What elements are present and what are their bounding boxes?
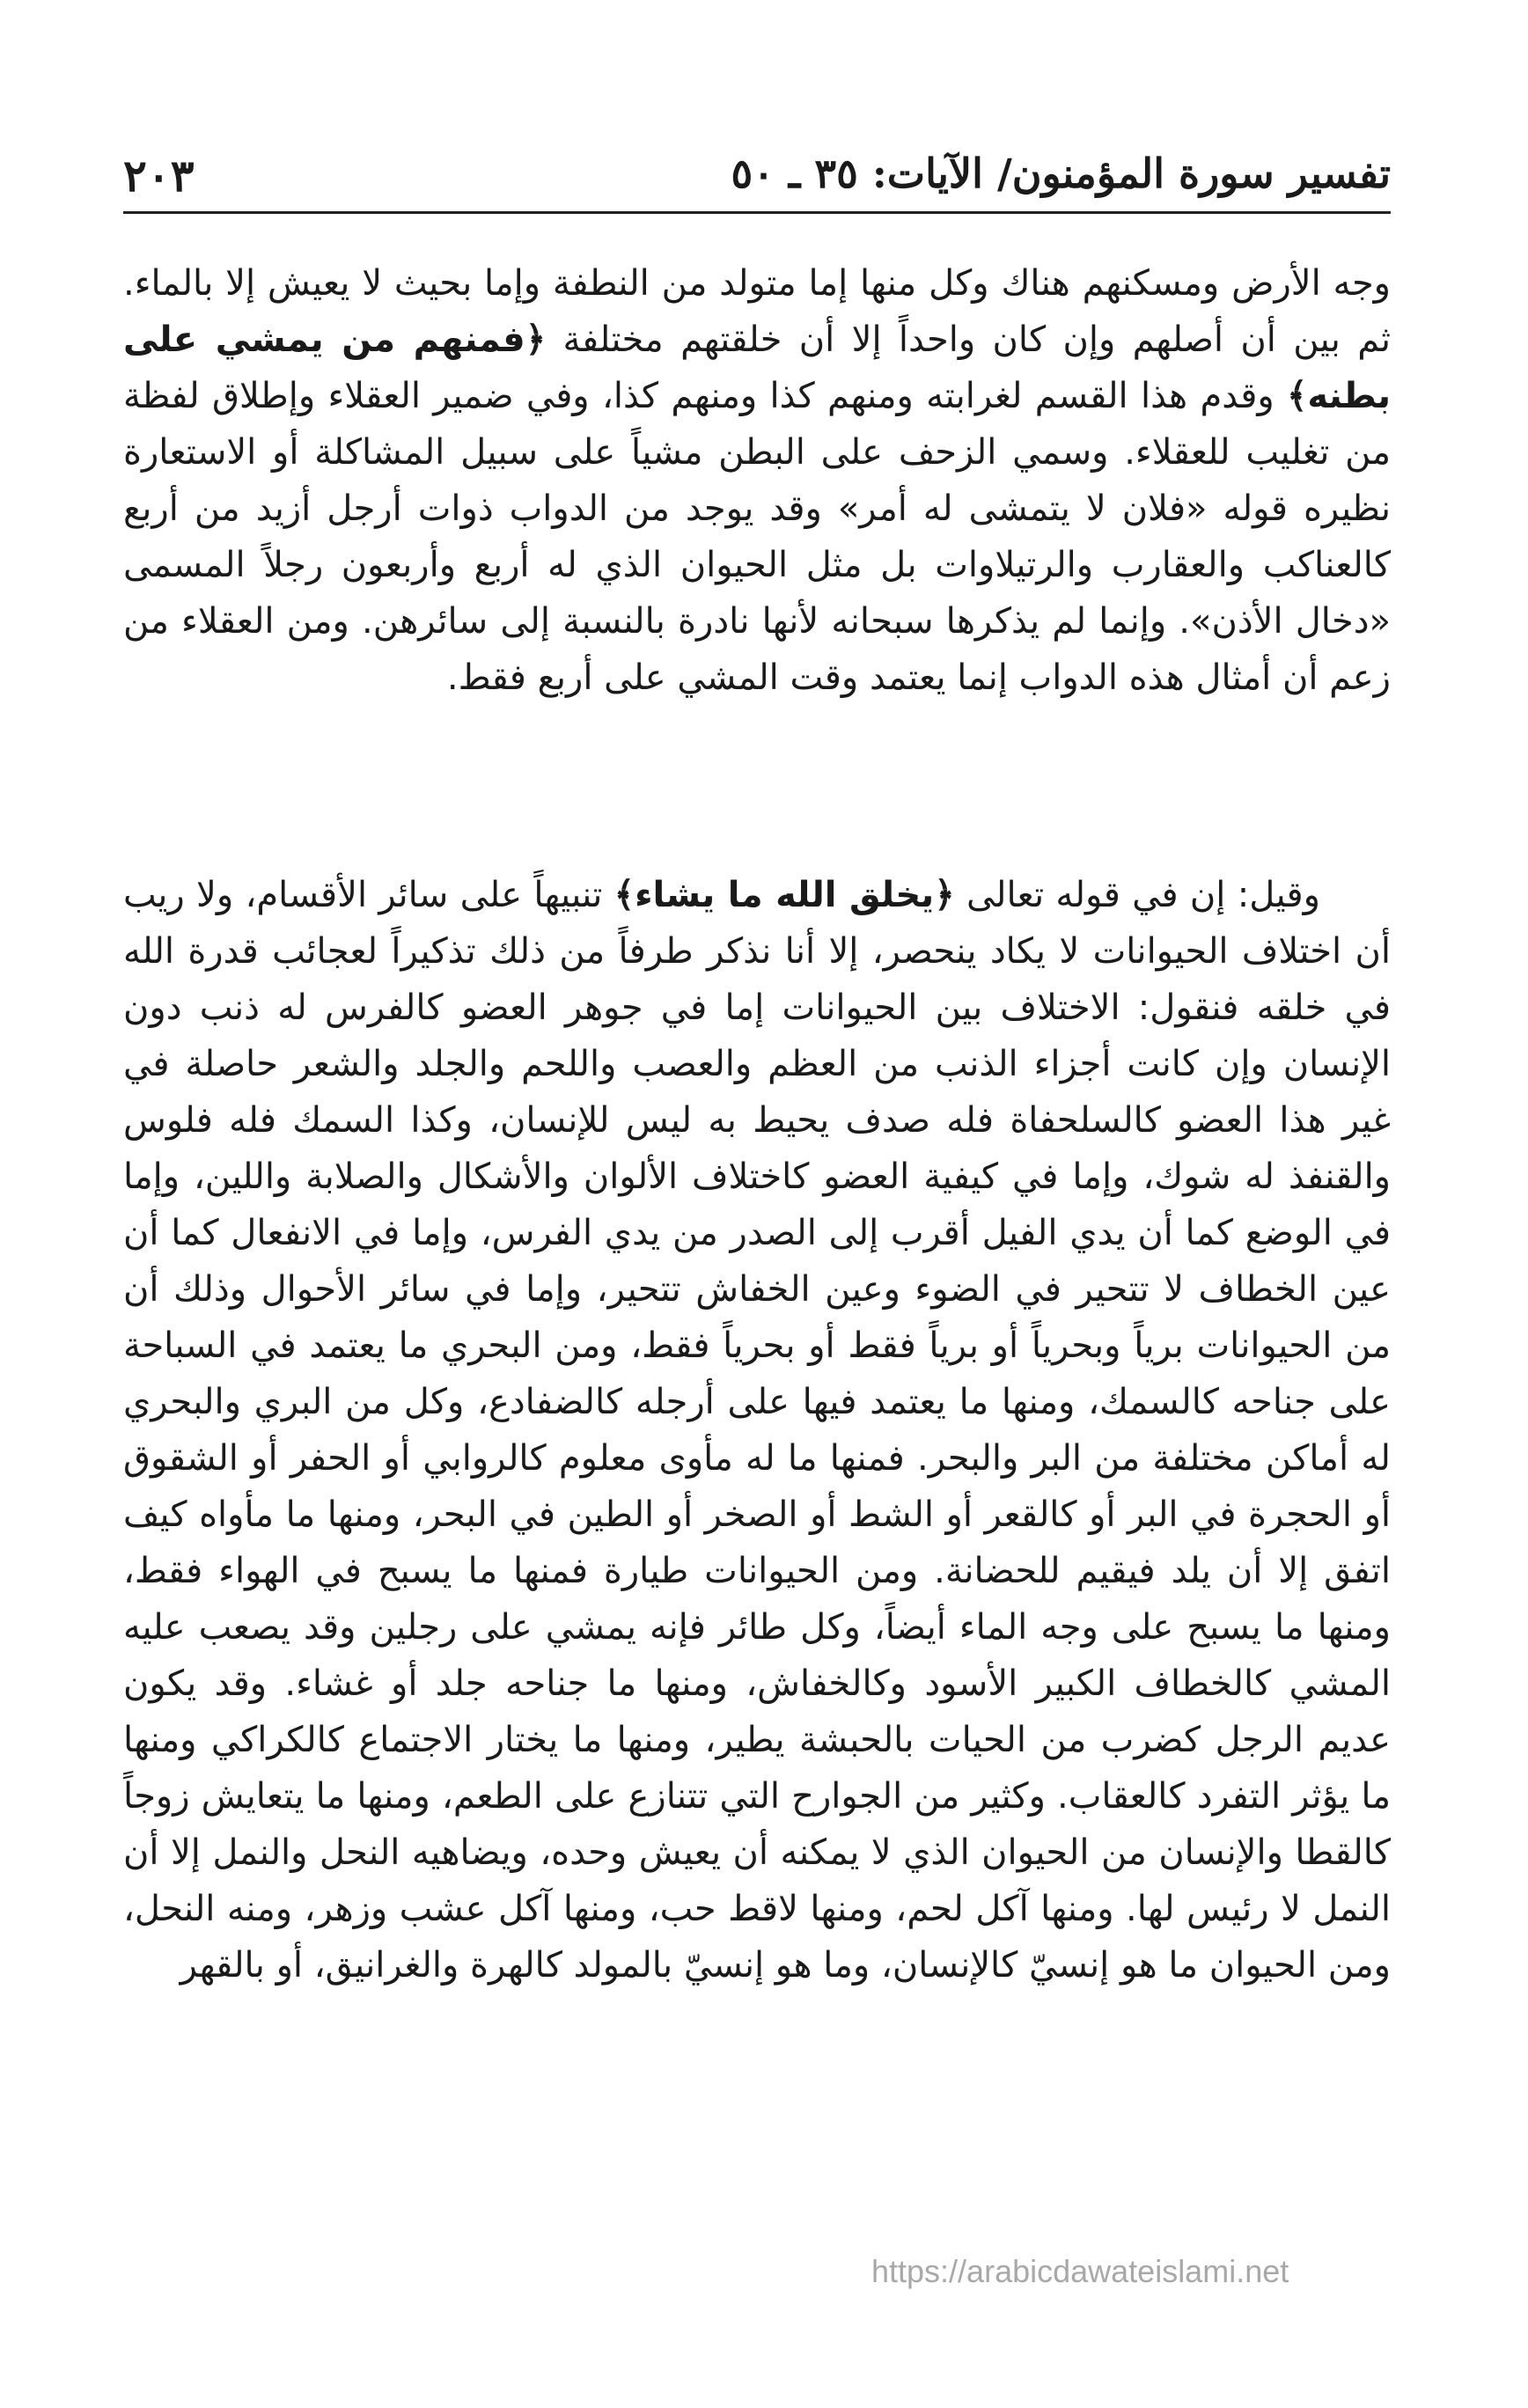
- paragraph-2: [123, 867, 1391, 1993]
- watermark-url: https://arabicdawateislami.net: [871, 2253, 1289, 2289]
- quran-quote-1: ﴿فمنهم من يمشي على بطنه﴾: [123, 319, 1391, 416]
- page-header: [123, 132, 1391, 220]
- paragraph-1-text: [123, 255, 1391, 706]
- paragraph-2-text-b: تنبيهاً على سائر الأقسام، ولا ريب أن اختلاف الحيوانات لا يكاد ينحصر، إلا أنا نذكر طرفاً من ذلك تذكيراً لعجائب قدرة الله في خلقه فنقول: الاختلاف بين الحيوانات إما في جوهر العضو كالفرس له ذنب دون الإنسان وإن كانت أجزاء الذنب من العظم والعصب واللحم والجلد والشعر حاصلة في غير هذا العضو كالسلحفاة فله صدف يحيط به ليس للإنسان، وكذا السمك فله فلوس والقنفذ له شوك، وإما في كيفية العضو كاختلاف الألوان والأشكال والصلابة واللين، وإما في الوضع كما أن يدي الفيل أقرب إلى الصدر من يدي الفرس، وإما في الانفعال كما أن عين الخطاف لا تتحير في الضوء وعين الخفاش تتحير، وإما في سائر الأحوال وذلك أن من الحيوانات برياً وبحرياً أو برياً فقط أو بحرياً فقط، ومن البحري ما يعتمد في السباحة على جناحه كالسمك، ومنها ما يعتمد فيها على أرجله كالضفادع، وكل من البري والبحري له أماكن مختلفة من البر والبحر. فمنها ما له مأوى معلوم كالروابي أو الحفر أو الشقوق أو الحجرة في البر أو كالقعر أو الشط أو الصخر أو الطين في البحر، ومنها ما مأواه كيف اتفق إلا أن يلد فيقيم للحضانة. ومن الحيوانات طيارة فمنها ما يسبح في الهواء فقط، ومنها ما يسبح على وجه الماء أيضاً، وكل طائر فإنه يمشي على رجلين وقد يصعب عليه المشي كالخطاف الكبير الأسود وكالخفاش، ومنها ما جناحه جلد أو غشاء. وقد يكون عديم الرجل كضرب من الحيات بالحبشة يطير، ومنها ما يختار الاجتماع كالكراكي ومنها ما يؤثر التفرد كالعقاب. وكثير من الجوارح التي تتنازع على الطعم، ومنها ما يتعايش زوجاً كالقطا والإنسان من الحيوان الذي لا يمكنه أن يعيش وحده، ويضاهيه النحل والنمل إلا أن النمل لا رئيس لها. ومنها آكل لحم، ومنها لاقط حب، ومنها آكل عشب وزهر، ومنه النحل، ومن الحيوان ما هو إنسيّ كالإنسان، وما هو إنسيّ بالمولد كالهرة والغرانيق، أو بالقهر: [123, 875, 1391, 1986]
- paragraph-1: [123, 255, 1391, 706]
- page-number: ٢٠٣: [123, 150, 195, 202]
- paragraph-2-text-a: وقيل: إن في قوله تعالى: [954, 875, 1320, 915]
- running-title: تفسير سورة المؤمنون/ الآيات: ٣٥ ـ ٥٠: [731, 150, 1391, 197]
- paragraph-1-text-b: وقدم هذا القسم لغرابته ومنهم كذا ومنهم كذا، وفي ضمير العقلاء وإطلاق لفظة من تغليب للعقلاء. وسمي الزحف على البطن مشياً على سبيل المشاكلة أو الاستعارة نظيره قوله «فلان لا يتمشى له أمر» وقد يوجد من الدواب ذوات أرجل أزيد من أربع كالعناكب والعقارب والرتيلاوات بل مثل الحيوان الذي له أربع وأربعون رجلاً المسمى «دخال الأذن». وإنما لم يذكرها سبحانه لأنها نادرة بالنسبة إلى سائرهن. ومن العقلاء من زعم أن أمثال هذه الدواب إنما يعتمد وقت المشي على أربع فقط.: [123, 376, 1391, 698]
- paragraph-1-text-a: وجه الأرض ومسكنهم هناك وكل منها إما متولد من النطفة وإما بحيث لا يعيش إلا بالماء. ثم بين أن أصلهم وإن كان واحداً إلا أن خلقتهم مختلفة: [123, 263, 1391, 360]
- header-rule: [123, 211, 1391, 214]
- quran-quote-2: ﴿يخلق الله ما يشاء﴾: [613, 875, 955, 915]
- paragraph-2-text: [123, 867, 1391, 1993]
